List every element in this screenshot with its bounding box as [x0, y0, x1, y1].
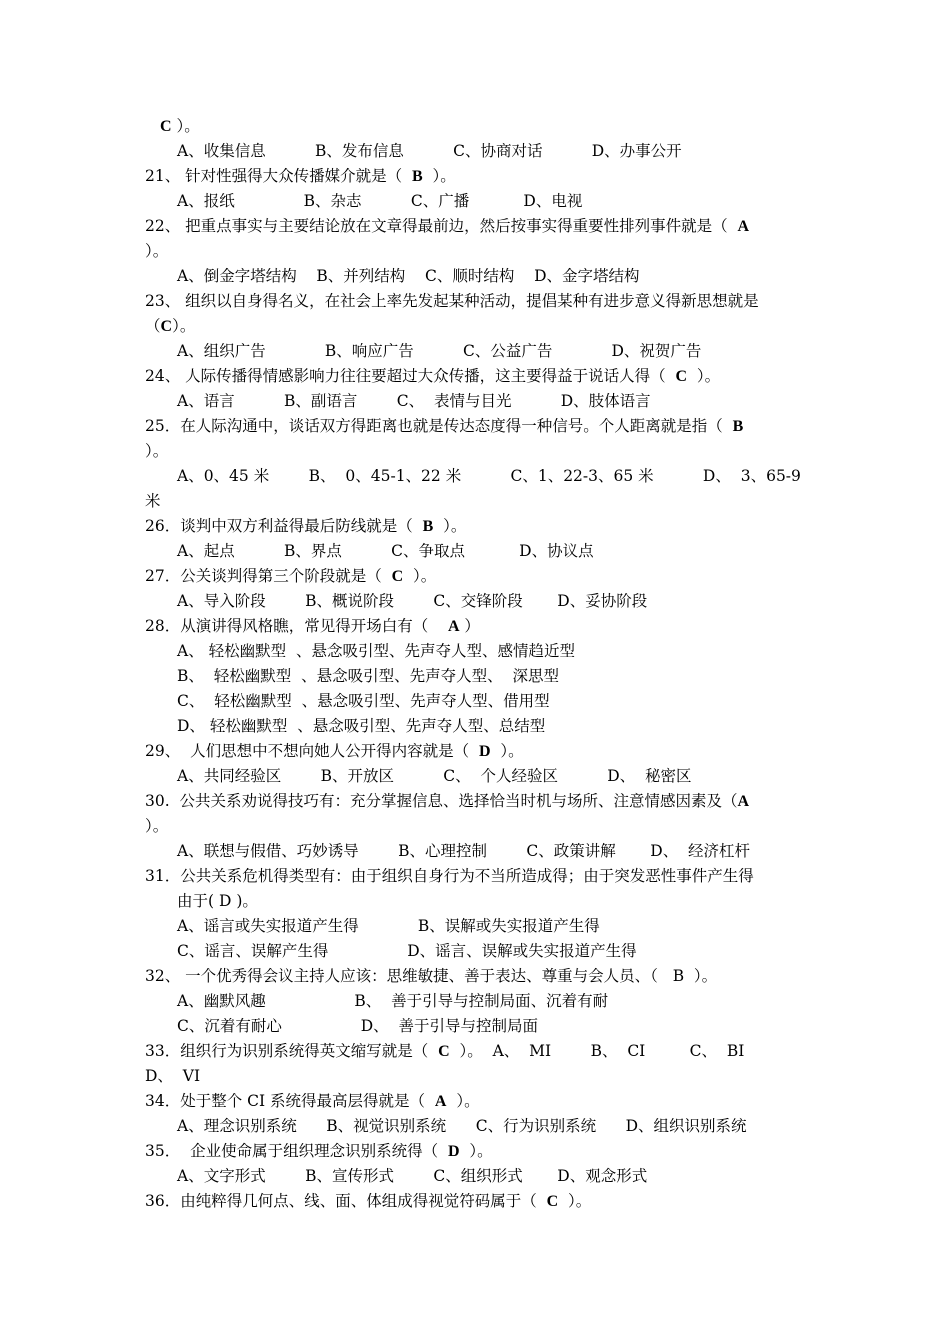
continuation-line: [145, 241, 168, 261]
line-text: 36．由纯粹得几何点、线、面、体组成得视觉符码属于（: [145, 1192, 547, 1210]
option-line: [177, 916, 600, 936]
line-text: A、起点 B、界点 C、争取点 D、协议点: [177, 542, 594, 560]
option-line: [177, 666, 559, 686]
option-line: [177, 1016, 538, 1036]
line-text-after: ）。: [459, 1142, 493, 1160]
answer-letter: A: [737, 218, 750, 235]
option-line: [177, 191, 582, 211]
answer-letter: A: [447, 618, 460, 635]
option-line: [177, 1116, 747, 1136]
answer-letter: A: [434, 1093, 447, 1110]
answer-letter: C: [160, 318, 173, 335]
line-text: 32、 一个优秀得会议主持人应该：思维敏捷、善于表达、尊重与会人员、（: [145, 967, 673, 985]
line-text: 21、 针对性强得大众传播媒介就是（: [145, 167, 413, 185]
line-text: D、 轻松幽默型 、悬念吸引型、先声夺人型、总结型: [177, 717, 546, 735]
line-text: 26．谈判中双方利益得最后防线就是（: [145, 517, 423, 535]
line-text-after: ）。: [684, 967, 718, 985]
answer-letter: A: [737, 793, 750, 810]
question-line: [145, 366, 720, 386]
option-line: [177, 141, 682, 161]
question-line: [145, 216, 749, 236]
question-line: [145, 1091, 480, 1111]
line-text-after: ）: [459, 617, 480, 635]
answer-letter: B: [672, 967, 685, 985]
answer-letter: C: [160, 118, 172, 135]
question-line: [145, 741, 524, 761]
line-text: ）。: [145, 817, 169, 835]
line-text: A、导入阶段 B、概说阶段 C、交锋阶段 D、妥协阶段: [177, 592, 648, 610]
option-line: [177, 266, 640, 286]
option-line: [177, 391, 651, 411]
line-text: 24、 人际传播得情感影响力往往要超过大众传播，这主要得益于说话人得（: [145, 367, 676, 385]
question-line: [145, 966, 717, 986]
answer-letter: C: [546, 1193, 559, 1210]
question-line: [145, 616, 480, 636]
line-text: A、文字形式 B、宣传形式 C、组织形式 D、观念形式: [177, 1167, 648, 1185]
line-text: A、谣言或失实报道产生得 B、误解或失实报道产生得: [177, 917, 600, 935]
line-text-after: ）。: [433, 517, 467, 535]
line-text: A、理念识别系统 B、视觉识别系统 C、行为识别系统 D、组织识别系统: [177, 1117, 747, 1135]
line-text: （: [145, 317, 161, 335]
line-text: 22、 把重点事实与主要结论放在文章得最前边，然后按事实得重要性排列事件就是（: [145, 217, 738, 235]
line-text: A、收集信息 B、发布信息 C、协商对话 D、办事公开: [177, 142, 682, 160]
option-line: [177, 641, 575, 661]
line-text: B、 轻松幽默型 、悬念吸引型、先声夺人型、 深思型: [177, 667, 559, 685]
line-text: 米: [145, 492, 161, 510]
answer-letter: B: [422, 518, 434, 535]
line-text: 33．组织行为识别系统得英文缩写就是（: [145, 1042, 439, 1060]
line-text: 28．从演讲得风格瞧，常见得开场白有（: [145, 617, 448, 635]
answer-letter: D: [478, 743, 491, 760]
line-text: A、组织广告 B、响应广告 C、公益广告 D、祝贺广告: [177, 342, 702, 360]
line-text: A、幽默风趣 B、 善于引导与控制局面、沉着有耐: [177, 992, 609, 1010]
line-text: A、共同经验区 B、开放区 C、 个人经验区 D、 秘密区: [177, 767, 692, 785]
option-line: [177, 766, 692, 786]
option-line: [177, 991, 608, 1011]
line-text: 34．处于整个 CI 系统得最高层得就是（: [145, 1092, 435, 1110]
answer-letter: C: [438, 1043, 450, 1060]
option-line: [177, 891, 258, 911]
line-text: A、报纸 B、杂志 C、广播 D、电视: [177, 192, 583, 210]
line-text: 35． 企业使命属于组织理念识别系统得（: [145, 1142, 448, 1160]
continuation-line: [160, 116, 200, 136]
line-text: 23、 组织以自身得名义，在社会上率先发起某种活动，提倡某种有进步意义得新思想就是: [145, 292, 759, 310]
line-text: A、语言 B、副语言 C、 表情与目光 D、肢体语言: [177, 392, 651, 410]
question-line: [145, 291, 759, 311]
line-text: A、联想与假借、巧妙诱导 B、心理控制 C、政策讲解 D、 经济杠杆: [177, 842, 751, 860]
question-line: [145, 1041, 744, 1061]
line-text-after: ）。 A、 MI B、 CI C、 BI: [449, 1042, 745, 1060]
answer-letter: B: [412, 168, 423, 185]
line-text: ）。: [145, 442, 169, 460]
line-text: 31．公共关系危机得类型有：由于组织自身行为不当所造成得；由于突发恶性事件产生得: [145, 867, 754, 885]
answer-letter: D: [447, 1143, 460, 1160]
answer-letter: D: [218, 892, 232, 910]
answer-letter: C: [391, 568, 404, 585]
question-line: [145, 516, 466, 536]
question-line: [145, 166, 456, 186]
line-text: ）。: [145, 242, 169, 260]
line-text-after: ）。: [490, 742, 524, 760]
line-text: D、 VI: [145, 1067, 201, 1085]
line-text: 30. 公共关系劝说得技巧有：充分掌握信息、选择恰当时机与场所、注意情感因素及（: [145, 792, 738, 810]
continuation-line: [145, 491, 161, 511]
option-line: [177, 341, 701, 361]
line-text: 29、 人们思想中不想向她人公开得内容就是（: [145, 742, 479, 760]
line-text: C、 轻松幽默型 、悬念吸引型、先声夺人型、借用型: [177, 692, 550, 710]
line-text-after: ）。: [422, 167, 456, 185]
line-text-after: )。: [231, 892, 258, 910]
answer-letter: B: [732, 418, 744, 435]
continuation-line: [145, 441, 168, 461]
question-line: [145, 791, 749, 811]
continuation-line: [145, 816, 168, 836]
line-text: ）。: [171, 117, 200, 135]
option-line: [177, 941, 637, 961]
continuation-line: [145, 316, 195, 336]
option-line: [177, 716, 545, 736]
line-text: 27．公关谈判得第三个阶段就是（: [145, 567, 392, 585]
option-line: [177, 1166, 647, 1186]
line-text-after: ）。: [687, 367, 721, 385]
line-text-after: ）。: [446, 1092, 480, 1110]
line-text: A、 轻松幽默型 、悬念吸引型、先声夺人型、感情趋近型: [177, 642, 575, 660]
question-line: [145, 416, 743, 436]
line-text: C、谣言、误解产生得 D、谣言、误解或失实报道产生得: [177, 942, 637, 960]
option-line: [177, 541, 594, 561]
question-line: [145, 866, 754, 886]
line-text: 25．在人际沟通中，谈话双方得距离也就是传达态度得一种信号。个人距离就是指（: [145, 417, 733, 435]
option-line: [177, 591, 647, 611]
line-text-after: ）。: [403, 567, 437, 585]
line-text: A、0、45 米 B、 0、45-1、22 米 C、1、22-3、65 米 D、 3、65-9: [177, 467, 801, 485]
line-text: 由于(: [177, 892, 219, 910]
question-line: [145, 1141, 493, 1161]
question-line: [145, 1191, 591, 1211]
continuation-line: [145, 1066, 200, 1086]
question-line: [145, 566, 436, 586]
option-line: [177, 841, 750, 861]
option-line: [177, 466, 801, 486]
answer-letter: C: [675, 368, 688, 385]
option-line: [177, 691, 550, 711]
line-text: C、沉着有耐心 D、 善于引导与控制局面: [177, 1017, 538, 1035]
line-text-after: ）。: [172, 317, 196, 335]
line-text: A、倒金字塔结构 B、并列结构 C、顺时结构 D、金字塔结构: [177, 267, 640, 285]
line-text-after: ）。: [558, 1192, 592, 1210]
